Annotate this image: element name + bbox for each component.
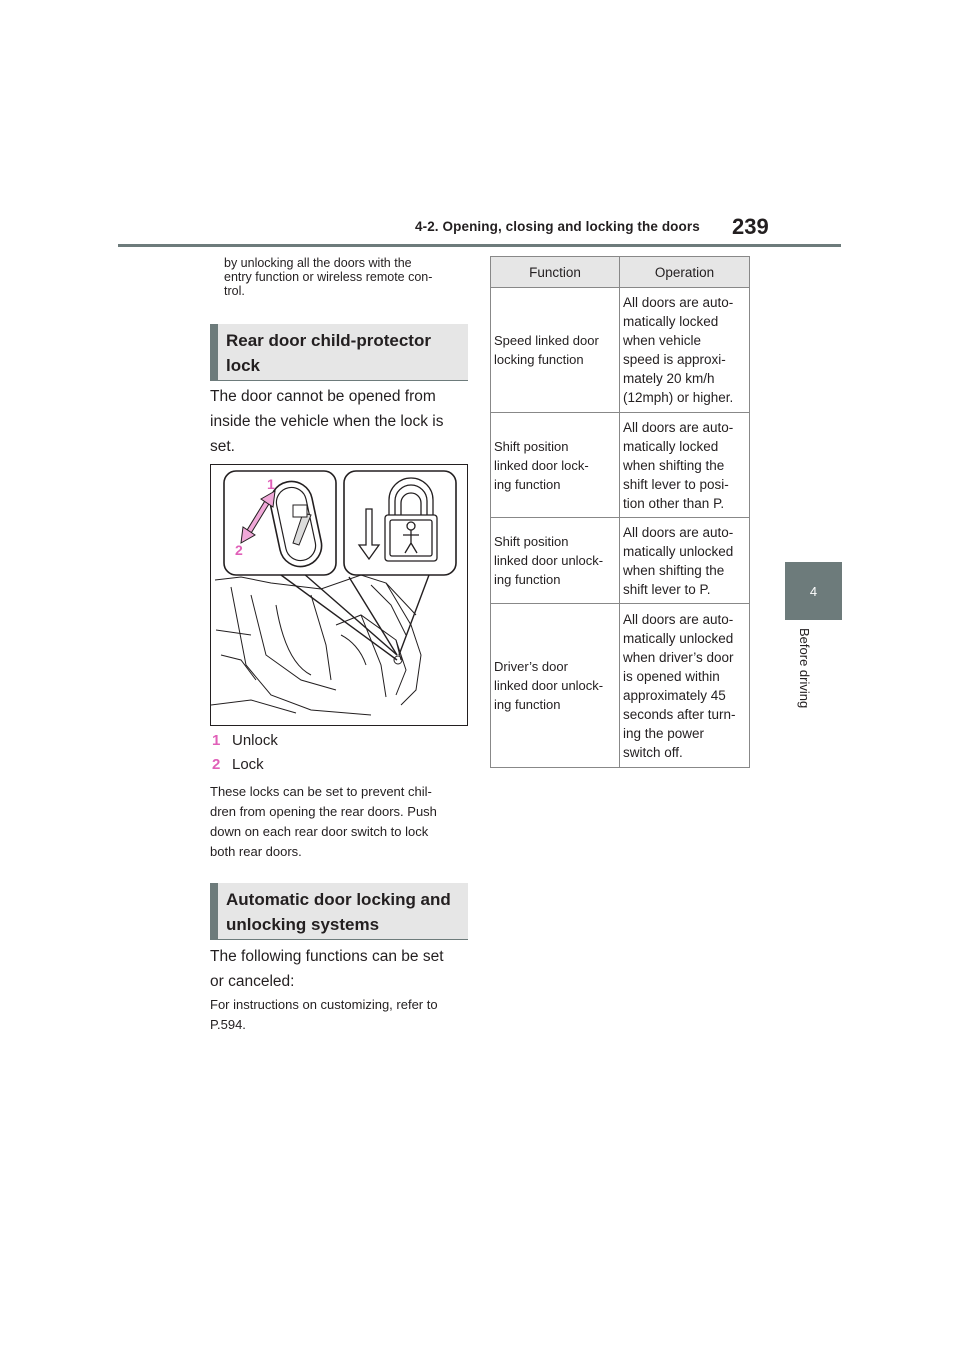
chapter-tab-label: Before driving: [797, 628, 812, 709]
body-line: The following functions can be set: [210, 948, 444, 965]
note-line: P.594.: [210, 1017, 246, 1032]
figure-label-lock: 2: [235, 542, 243, 558]
note-line: dren from opening the rear doors. Push: [210, 804, 437, 819]
cell-line: ing function: [494, 572, 561, 587]
body-line: set.: [210, 438, 235, 455]
cell-line: linked door lock-: [494, 457, 589, 473]
cell-line: Shift position: [494, 438, 569, 454]
note-line: These locks can be set to prevent chil-: [210, 784, 432, 799]
column-header-function: Function: [491, 257, 620, 288]
cell-line: mately 20 km/h: [623, 371, 715, 386]
table-header-row: [491, 257, 750, 288]
body-line: or canceled:: [210, 973, 295, 990]
child-lock-note: [210, 782, 472, 862]
door-illustration-svg: [211, 465, 467, 725]
cell-line: matically locked: [623, 314, 719, 329]
operation-cell: [620, 604, 750, 768]
note-line: down on each rear door switch to lock: [210, 824, 429, 839]
cell-line: All doors are auto-: [623, 611, 734, 627]
cell-line: locking function: [494, 352, 584, 367]
section-heading-child-lock: [210, 324, 468, 381]
cell-line: (12mph) or higher.: [623, 390, 734, 405]
cell-line: linked door unlock-: [494, 678, 604, 693]
heading-line: lock: [226, 356, 261, 375]
cell-line: seconds after turn-: [623, 706, 736, 722]
cell-line: matically locked: [623, 438, 719, 454]
section-heading-auto-lock: [210, 883, 468, 940]
cell-line: ing function: [494, 697, 561, 712]
heading-line: unlocking systems: [226, 915, 380, 934]
legend-item-lock: [212, 755, 264, 775]
heading-line: Automatic door locking and: [226, 890, 451, 909]
chapter-tab-number: 4: [809, 583, 818, 599]
note-line: For instructions on customizing, refer to: [210, 997, 438, 1012]
operation-cell: [620, 413, 750, 518]
cell-line: ing the power: [623, 725, 705, 741]
cell-line: approximately 45: [623, 687, 726, 703]
customizing-note: [210, 995, 472, 1035]
cell-line: shift lever to posi-: [623, 476, 729, 492]
function-cell: [491, 518, 620, 604]
cell-line: matically unlocked: [623, 630, 734, 646]
table-row: [491, 288, 750, 413]
figure-label-unlock: 1: [267, 476, 275, 492]
cell-line: ing function: [494, 476, 561, 492]
functions-table: [490, 256, 750, 768]
cell-line: linked door unlock-: [494, 553, 604, 568]
page-number: 239: [732, 214, 769, 239]
legend-number: 1: [212, 732, 221, 749]
intro-line: entry function or wireless remote con-: [224, 270, 433, 284]
cell-line: All doors are auto-: [623, 524, 734, 540]
legend-item-unlock: [212, 731, 278, 751]
cell-line: when driver’s door: [623, 649, 734, 665]
function-cell: [491, 604, 620, 768]
chapter-title: 4-2. Opening, closing and locking the doors: [415, 219, 700, 234]
function-cell: [491, 413, 620, 518]
cell-line: when vehicle: [623, 333, 702, 348]
cell-line: shift lever to P.: [623, 581, 711, 597]
cell-line: speed is approxi-: [623, 352, 726, 367]
cell-line: when shifting the: [623, 562, 725, 578]
cell-line: All doors are auto-: [623, 295, 734, 310]
operation-cell: [620, 288, 750, 413]
legend-text: Unlock: [232, 732, 278, 749]
auto-lock-description: [210, 944, 472, 994]
header-rule: [118, 244, 841, 247]
cell-line: Shift position: [494, 534, 569, 549]
cell-line: when shifting the: [623, 457, 725, 473]
note-line: both rear doors.: [210, 844, 302, 859]
cell-line: matically unlocked: [623, 543, 734, 559]
chapter-tab: [785, 562, 842, 620]
table-row: [491, 413, 750, 518]
column-header-operation: Operation: [620, 257, 750, 288]
cell-line: Speed linked door: [494, 333, 599, 348]
function-cell: [491, 288, 620, 413]
operation-cell: [620, 518, 750, 604]
cell-line: All doors are auto-: [623, 419, 734, 435]
table-row: [491, 518, 750, 604]
heading-line: Rear door child-protector: [226, 331, 431, 350]
body-line: The door cannot be opened from: [210, 388, 436, 405]
intro-line: by unlocking all the doors with the: [224, 256, 412, 270]
cell-line: switch off.: [623, 744, 683, 760]
table-row: [491, 604, 750, 768]
child-lock-description: [210, 384, 472, 459]
cell-line: Driver’s door: [494, 659, 568, 674]
cell-line: is opened within: [623, 668, 720, 684]
child-lock-illustration: [210, 464, 468, 726]
legend-number: 2: [212, 756, 221, 773]
body-line: inside the vehicle when the lock is: [210, 413, 444, 430]
intro-line: trol.: [224, 284, 245, 298]
legend-text: Lock: [232, 756, 264, 773]
cell-line: tion other than P.: [623, 495, 725, 511]
